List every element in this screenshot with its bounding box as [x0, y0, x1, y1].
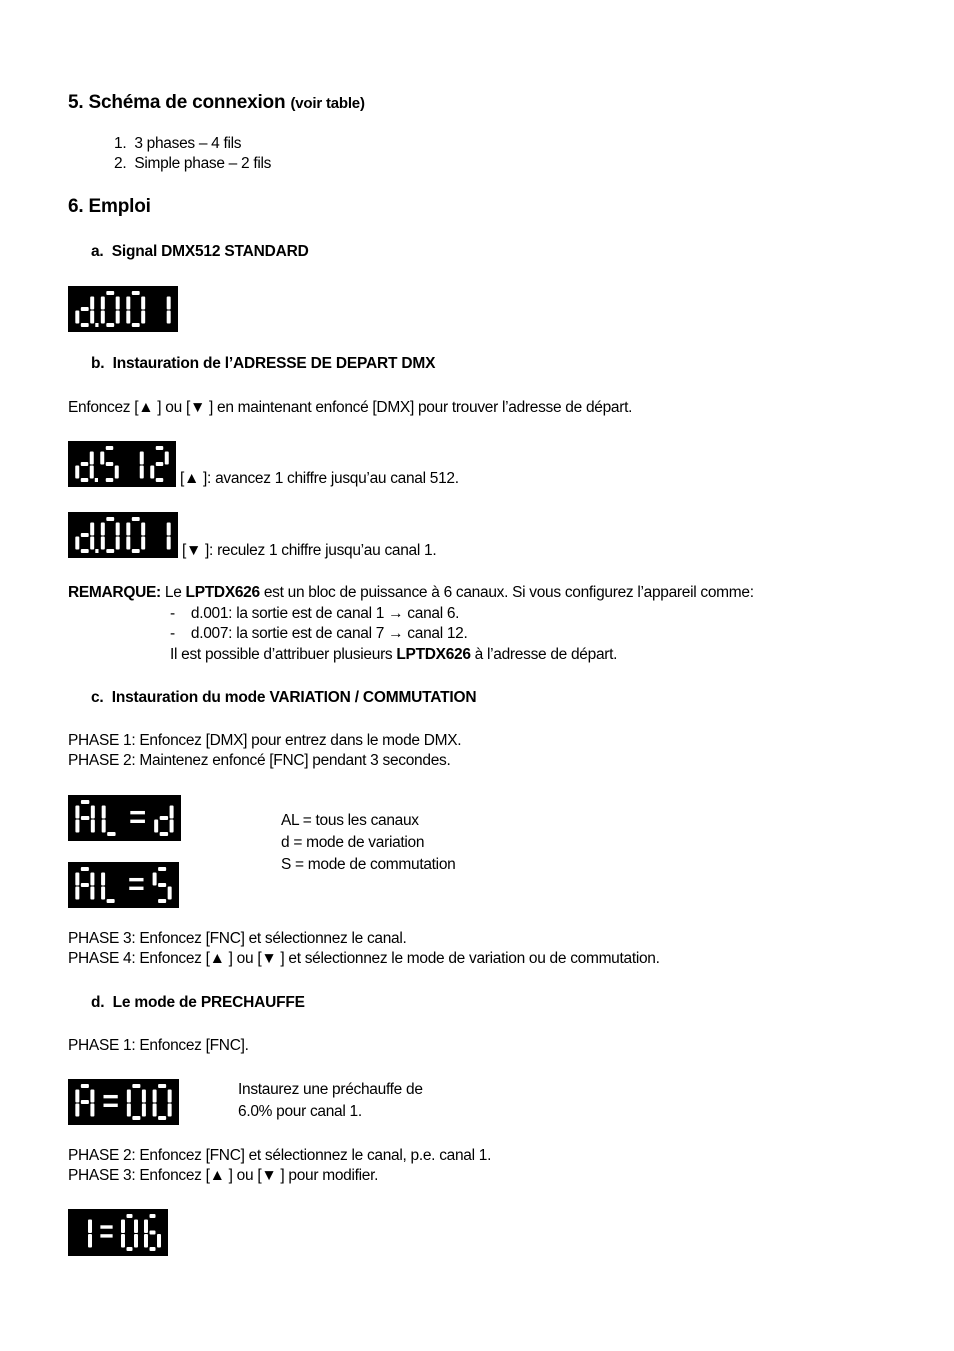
led-display	[68, 862, 179, 908]
subsection-letter: b.	[91, 355, 105, 372]
led-display	[68, 512, 178, 558]
led-segment	[126, 1247, 132, 1251]
led-segment	[158, 1116, 166, 1120]
paragraph: PHASE 3: Enfoncez [FNC] et sélectionnez le canal.	[68, 930, 407, 947]
subsection-title: Instauration de l’ADRESSE DE DEPART DMX	[112, 355, 436, 372]
led-dot	[95, 323, 98, 327]
led-segment	[158, 1084, 166, 1088]
led-segment	[132, 517, 140, 521]
led-digits	[68, 441, 176, 487]
led-segment	[142, 1090, 146, 1103]
list-item-text: 3 phases – 4 fils	[134, 135, 242, 152]
led-segment	[156, 478, 164, 482]
led-segment	[90, 466, 94, 479]
led-segment	[121, 1220, 125, 1234]
led-segment	[158, 867, 166, 871]
led-segment	[107, 899, 115, 903]
product-name: LPTDX626	[185, 584, 260, 601]
subsection-title: Instauration du mode VARIATION / COMMUTATION	[111, 689, 477, 706]
list-item-text: d.007: la sortie est de canal 7 → canal 12.	[190, 625, 468, 642]
led-segment	[121, 1234, 125, 1248]
led-digit	[100, 1225, 112, 1237]
list-item: - d.007: la sortie est de canal 7 → canal 12.	[170, 625, 468, 642]
subsection-title: Signal DMX512 STANDARD	[111, 243, 309, 260]
led-segment	[81, 323, 89, 327]
led-segment	[101, 873, 105, 886]
led-segment	[75, 820, 79, 833]
paragraph: PHASE 2: Enfoncez [FNC] et sélectionnez le canal, p.e. canal 1.	[68, 1147, 492, 1164]
paragraph-text: Il est possible d’attribuer plusieurs	[170, 646, 397, 663]
led-segment	[132, 549, 140, 553]
led-segment	[141, 537, 145, 550]
led-segment	[153, 1090, 157, 1103]
led-segment	[100, 452, 104, 465]
led-segment	[149, 1247, 155, 1251]
led-segment	[81, 883, 89, 887]
led-segment	[170, 806, 174, 819]
led-digit	[140, 452, 144, 479]
led-digit	[127, 1084, 146, 1120]
led-segment	[81, 816, 89, 820]
led-segment	[127, 1090, 131, 1103]
section-title: Emploi	[88, 196, 151, 217]
led-segment	[134, 1234, 138, 1248]
led-segment	[130, 820, 145, 823]
led-segment	[81, 800, 89, 804]
legend-line: AL = tous les canaux	[281, 812, 419, 829]
led-segment	[90, 297, 94, 310]
led-segment	[153, 873, 157, 886]
led-display	[68, 795, 181, 841]
paragraph: [▲ ]: avancez 1 chiffre jusqu’au canal 512.	[180, 470, 459, 487]
subsection-a-heading	[91, 243, 309, 261]
list-item: 2. Simple phase – 2 fils	[114, 155, 272, 172]
led-segment	[167, 523, 171, 536]
led-segment	[106, 462, 114, 466]
led-dot	[95, 478, 98, 482]
paragraph: 6.0% pour canal 1.	[238, 1103, 362, 1120]
led-display	[68, 1079, 179, 1125]
led-digits	[68, 1079, 179, 1125]
led-digit	[100, 446, 119, 482]
led-segment	[81, 307, 89, 311]
led-segment	[150, 466, 154, 479]
led-segment	[153, 1104, 157, 1117]
led-segment	[144, 1220, 148, 1234]
led-segment	[101, 523, 105, 536]
subsection-c-heading	[91, 689, 476, 707]
led-segment	[101, 311, 105, 324]
legend-line: S = mode de commutation	[281, 856, 456, 873]
led-segment	[144, 1234, 148, 1248]
list-item-text: Simple phase – 2 fils	[134, 155, 272, 172]
led-digit	[101, 291, 120, 327]
led-segment	[149, 1214, 155, 1218]
led-segment	[158, 899, 166, 903]
led-segment	[75, 1104, 79, 1117]
led-segment	[88, 1220, 92, 1234]
led-digit	[154, 806, 173, 837]
led-segment	[103, 1104, 117, 1107]
remark-text: est un bloc de puissance à 6 canaux. Si vous configurez l’appareil comme:	[259, 584, 754, 601]
paragraph-text: à l’adresse de départ.	[470, 646, 618, 663]
led-segment	[134, 1220, 138, 1234]
led-segment	[157, 1234, 161, 1248]
led-digit	[121, 1214, 138, 1251]
led-segment	[116, 311, 120, 324]
section-5-heading	[68, 92, 365, 114]
led-segment	[116, 297, 120, 310]
led-digit	[126, 517, 145, 553]
remark-text: Le	[160, 584, 186, 601]
led-segment	[167, 311, 171, 324]
section-number: 6.	[68, 196, 84, 217]
led-segment	[165, 452, 169, 465]
led-segment	[106, 478, 114, 482]
led-segment	[102, 820, 106, 833]
paragraph: Instaurez une préchauffe de	[238, 1081, 423, 1098]
led-segment	[81, 867, 89, 871]
led-segment	[141, 311, 145, 324]
led-segment	[141, 523, 145, 536]
paragraph: PHASE 1: Enfoncez [DMX] pour entrez dans le mode DMX.	[68, 732, 462, 749]
legend-line: d = mode de variation	[281, 834, 425, 851]
led-digit	[101, 873, 115, 904]
led-segment	[167, 297, 171, 310]
led-segment	[126, 311, 130, 324]
led-digit	[153, 867, 172, 903]
led-segment	[129, 878, 143, 881]
paragraph: PHASE 4: Enfoncez [▲ ] ou [▼ ] et sélectionnez le mode de variation ou de commutation.	[68, 950, 660, 967]
led-segment	[130, 811, 145, 814]
led-digit	[130, 811, 145, 823]
led-segment	[91, 806, 95, 819]
led-dot	[95, 549, 98, 553]
led-digits	[68, 795, 181, 841]
led-digit	[75, 297, 98, 328]
paragraph: PHASE 3: Enfoncez [▲ ] ou [▼ ] pour modifier.	[68, 1167, 379, 1184]
led-segment	[160, 832, 168, 836]
led-segment	[100, 1234, 112, 1237]
led-segment	[140, 466, 144, 479]
list-item: 1. 3 phases – 4 fils	[114, 135, 242, 152]
led-segment	[75, 311, 79, 324]
led-segment	[116, 537, 120, 550]
led-segment	[129, 887, 143, 890]
led-segment	[90, 887, 94, 900]
led-segment	[149, 1231, 155, 1235]
led-segment	[81, 462, 89, 466]
led-segment	[154, 820, 158, 833]
led-segment	[170, 820, 174, 833]
led-segment	[106, 291, 114, 295]
led-segment	[160, 816, 168, 820]
led-segment	[168, 1090, 172, 1103]
led-segment	[168, 1104, 172, 1117]
led-segment	[132, 291, 140, 295]
section-title: Schéma de connexion	[88, 92, 286, 113]
led-segment	[126, 297, 130, 310]
led-segment	[106, 323, 114, 327]
led-digits	[68, 862, 179, 908]
led-segment	[126, 523, 130, 536]
led-segment	[106, 549, 114, 553]
led-segment	[103, 1095, 117, 1098]
paragraph: Enfoncez [▲ ] ou [▼ ] en maintenant enfoncé [DMX] pour trouver l’adresse de départ.	[68, 399, 633, 416]
led-segment	[101, 887, 105, 900]
led-segment	[126, 537, 130, 550]
led-segment	[88, 1234, 92, 1248]
led-segment	[75, 873, 79, 886]
led-segment	[75, 537, 79, 550]
led-segment	[168, 887, 172, 900]
led-digit	[126, 291, 145, 327]
led-segment	[101, 537, 105, 550]
led-segment	[75, 466, 79, 479]
led-segment	[156, 446, 164, 450]
remark	[68, 583, 754, 603]
list-item: - d.001: la sortie est de canal 1 → canal 6.	[170, 605, 460, 622]
subsection-letter: d.	[91, 994, 105, 1011]
led-digit	[150, 446, 169, 482]
led-segment	[142, 1104, 146, 1117]
led-segment	[156, 462, 164, 466]
led-segment	[90, 1104, 94, 1117]
led-digit	[129, 878, 143, 890]
subsection-title: Le mode de PRECHAUFFE	[112, 994, 305, 1011]
led-segment	[81, 1084, 89, 1088]
led-segment	[115, 466, 119, 479]
section-number: 5.	[68, 92, 84, 113]
paragraph: PHASE 2: Maintenez enfoncé [FNC] pendant 3 secondes.	[68, 752, 451, 769]
subsection-b-heading	[91, 355, 435, 373]
led-display	[68, 286, 178, 332]
remark-label: REMARQUE:	[68, 584, 161, 601]
led-segment	[75, 806, 79, 819]
section-title-note: (voir table)	[290, 95, 365, 112]
led-digit	[75, 452, 98, 483]
section-6-heading	[68, 196, 151, 218]
led-segment	[127, 1104, 131, 1117]
led-digit	[102, 806, 116, 837]
led-segment	[81, 549, 89, 553]
led-segment	[167, 537, 171, 550]
led-display	[68, 441, 176, 487]
led-segment	[81, 1100, 89, 1104]
led-segment	[75, 887, 79, 900]
led-segment	[132, 1084, 140, 1088]
led-segment	[102, 806, 106, 819]
led-segment	[132, 323, 140, 327]
led-digits	[68, 1209, 168, 1256]
paragraph: [▼ ]: reculez 1 chiffre jusqu’au canal 1.	[182, 542, 437, 559]
led-segment	[75, 1090, 79, 1103]
led-segment	[90, 523, 94, 536]
led-segment	[90, 1090, 94, 1103]
led-digit	[88, 1220, 92, 1248]
led-segment	[91, 820, 95, 833]
led-segment	[106, 517, 114, 521]
subsection-letter: c.	[91, 689, 104, 706]
led-segment	[140, 452, 144, 465]
led-segment	[132, 1116, 140, 1120]
led-digits	[68, 512, 178, 558]
led-segment	[106, 446, 114, 450]
led-segment	[81, 533, 89, 537]
led-segment	[116, 523, 120, 536]
led-display	[68, 1209, 168, 1256]
product-name: LPTDX626	[396, 646, 471, 663]
led-segment	[141, 297, 145, 310]
led-digit	[75, 523, 98, 554]
led-digit	[144, 1214, 161, 1251]
led-digit	[167, 297, 171, 324]
led-segment	[126, 1214, 132, 1218]
led-segment	[107, 832, 115, 836]
led-digit	[167, 523, 171, 550]
led-segment	[90, 452, 94, 465]
led-segment	[101, 297, 105, 310]
led-segment	[81, 478, 89, 482]
led-segment	[90, 311, 94, 324]
led-segment	[90, 873, 94, 886]
led-digit	[75, 800, 94, 833]
paragraph	[170, 645, 617, 665]
led-digit	[103, 1095, 117, 1107]
led-digit	[153, 1084, 172, 1120]
led-digits	[68, 286, 178, 332]
led-digit	[75, 1084, 94, 1117]
subsection-d-heading	[91, 994, 305, 1012]
list-item-text: d.001: la sortie est de canal 1 → canal 6.	[190, 605, 460, 622]
led-digit	[75, 867, 94, 900]
subsection-letter: a.	[91, 243, 104, 260]
led-segment	[100, 1225, 112, 1228]
led-segment	[158, 883, 166, 887]
led-segment	[90, 537, 94, 550]
paragraph: PHASE 1: Enfoncez [FNC].	[68, 1037, 249, 1054]
led-digit	[101, 517, 120, 553]
